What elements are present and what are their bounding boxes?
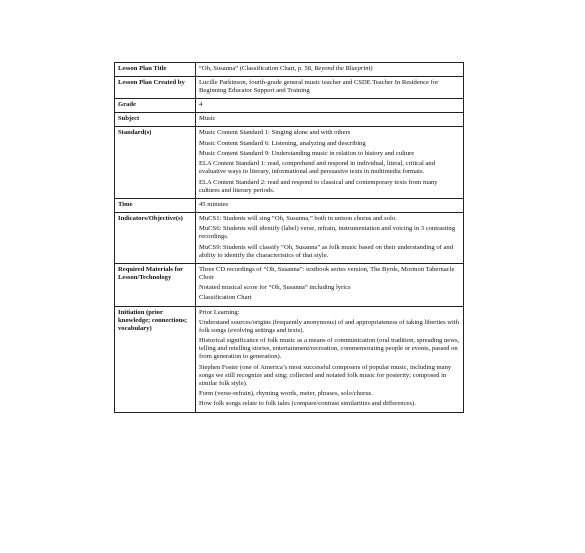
- row-initiation: [115, 306, 464, 412]
- row-value: [196, 306, 464, 412]
- row-time: [115, 198, 464, 212]
- row-subject: [115, 113, 464, 127]
- value-line: MuCS1: Students will sing “Oh, Susanna,” both in unison chorus and solo.: [199, 214, 397, 222]
- row-value: [196, 263, 464, 306]
- row-label: Time: [115, 198, 196, 212]
- row-value: [196, 113, 464, 127]
- lesson-plan-table: [114, 62, 464, 413]
- value-line: MuCS6: Students will identify (label) verse, refrain, instrumentation and voicing in 3 contrasting recordings.: [199, 225, 456, 241]
- row-label: Lesson Plan Created by: [115, 77, 196, 99]
- value-line: ELA Content Standard 1: read, comprehend and respond in individual, literal, critical and evaluative ways to literary, informational and persuasive texts in multimedia formats.: [199, 160, 436, 176]
- row-value: [196, 198, 464, 212]
- row-value: [196, 127, 464, 198]
- row-label: Required Materials for Lesson/Technology: [115, 263, 196, 306]
- value-line: MuCS9: Students will classify “Oh, Susanna” as folk music based on their understanding of and ability to identify the characteristics of that style.: [199, 243, 454, 259]
- row-grade: [115, 99, 464, 113]
- value-line: Prior Learning:: [199, 308, 240, 316]
- row-lesson-plan-title: [115, 63, 464, 77]
- row-label: Initiation (prior knowledge; connections; vocabulary): [115, 306, 196, 412]
- value-line: Classification Chart: [199, 294, 252, 302]
- value-line: Music Content Standard 1: Singing alone and with others: [199, 129, 351, 137]
- value-line: Historical significance of folk music as a means of communication (oral tradition, spreading news, telling and retelling stories, entertainment/recreation, commemorating people or events, passed on from generation to generation).: [199, 337, 460, 361]
- value-line: Form (verse-refrain), rhyming words, meter, phrases, solo/chorus.: [199, 390, 373, 398]
- row-indicators-objectives: [115, 212, 464, 263]
- value-line: 45 minutes: [199, 200, 229, 208]
- value-line: How folk songs relate to folk tales (compare/contrast similarities and differences).: [199, 400, 416, 408]
- value-line: ELA Content Standard 2: read and respond to classical and contemporary texts from many cultures and literary periods.: [199, 178, 438, 194]
- row-value: [196, 63, 464, 77]
- row-label: Subject: [115, 113, 196, 127]
- row-label: Standard(s): [115, 127, 196, 198]
- row-value: [196, 212, 464, 263]
- value-line: Music Content Standard 6: Listening, analyzing and describing: [199, 139, 366, 147]
- row-value: [196, 77, 464, 99]
- row-lesson-plan-created-by: [115, 77, 464, 99]
- value-line: Music: [199, 115, 216, 123]
- row-label: Grade: [115, 99, 196, 113]
- row-value: [196, 99, 464, 113]
- value-line: Lucille Parkinson, fourth-grade general music teacher and CSDE Teacher In Residence for Beginning Educator Support and Training: [199, 79, 439, 95]
- value-line: Notated musical score for “Oh, Susanna” including lyrics: [199, 284, 351, 292]
- row-required-materials: [115, 263, 464, 306]
- value-line: Understand sources/origins (frequently anonymous) of and appropriateness of taking liberties with folk songs (evolving settings and texts).: [199, 318, 460, 334]
- value-line: 4: [199, 101, 203, 109]
- value-line: Three CD recordings of “Oh, Susanna”: textbook series version, The Byrds, Mormon Tabernacle Choir: [199, 265, 455, 281]
- row-label: Indicators/Objective(s): [115, 212, 196, 263]
- row-standards: [115, 127, 464, 198]
- value-line: Stephen Foster (one of America’s most successful composers of popular music, including many songs we still recognize and sing; collected and notated folk music for posterity; composed in similar folk style).: [199, 363, 452, 387]
- book-title: Beyond the Blueprint: [314, 65, 371, 72]
- lesson-title: “Oh, Susanna” (Classification Chart, p. 58, Beyond the Blueprint): [199, 65, 373, 72]
- row-label: Lesson Plan Title: [115, 63, 196, 77]
- value-line: Music Content Standard 9: Understanding music in relation to history and culture: [199, 150, 415, 158]
